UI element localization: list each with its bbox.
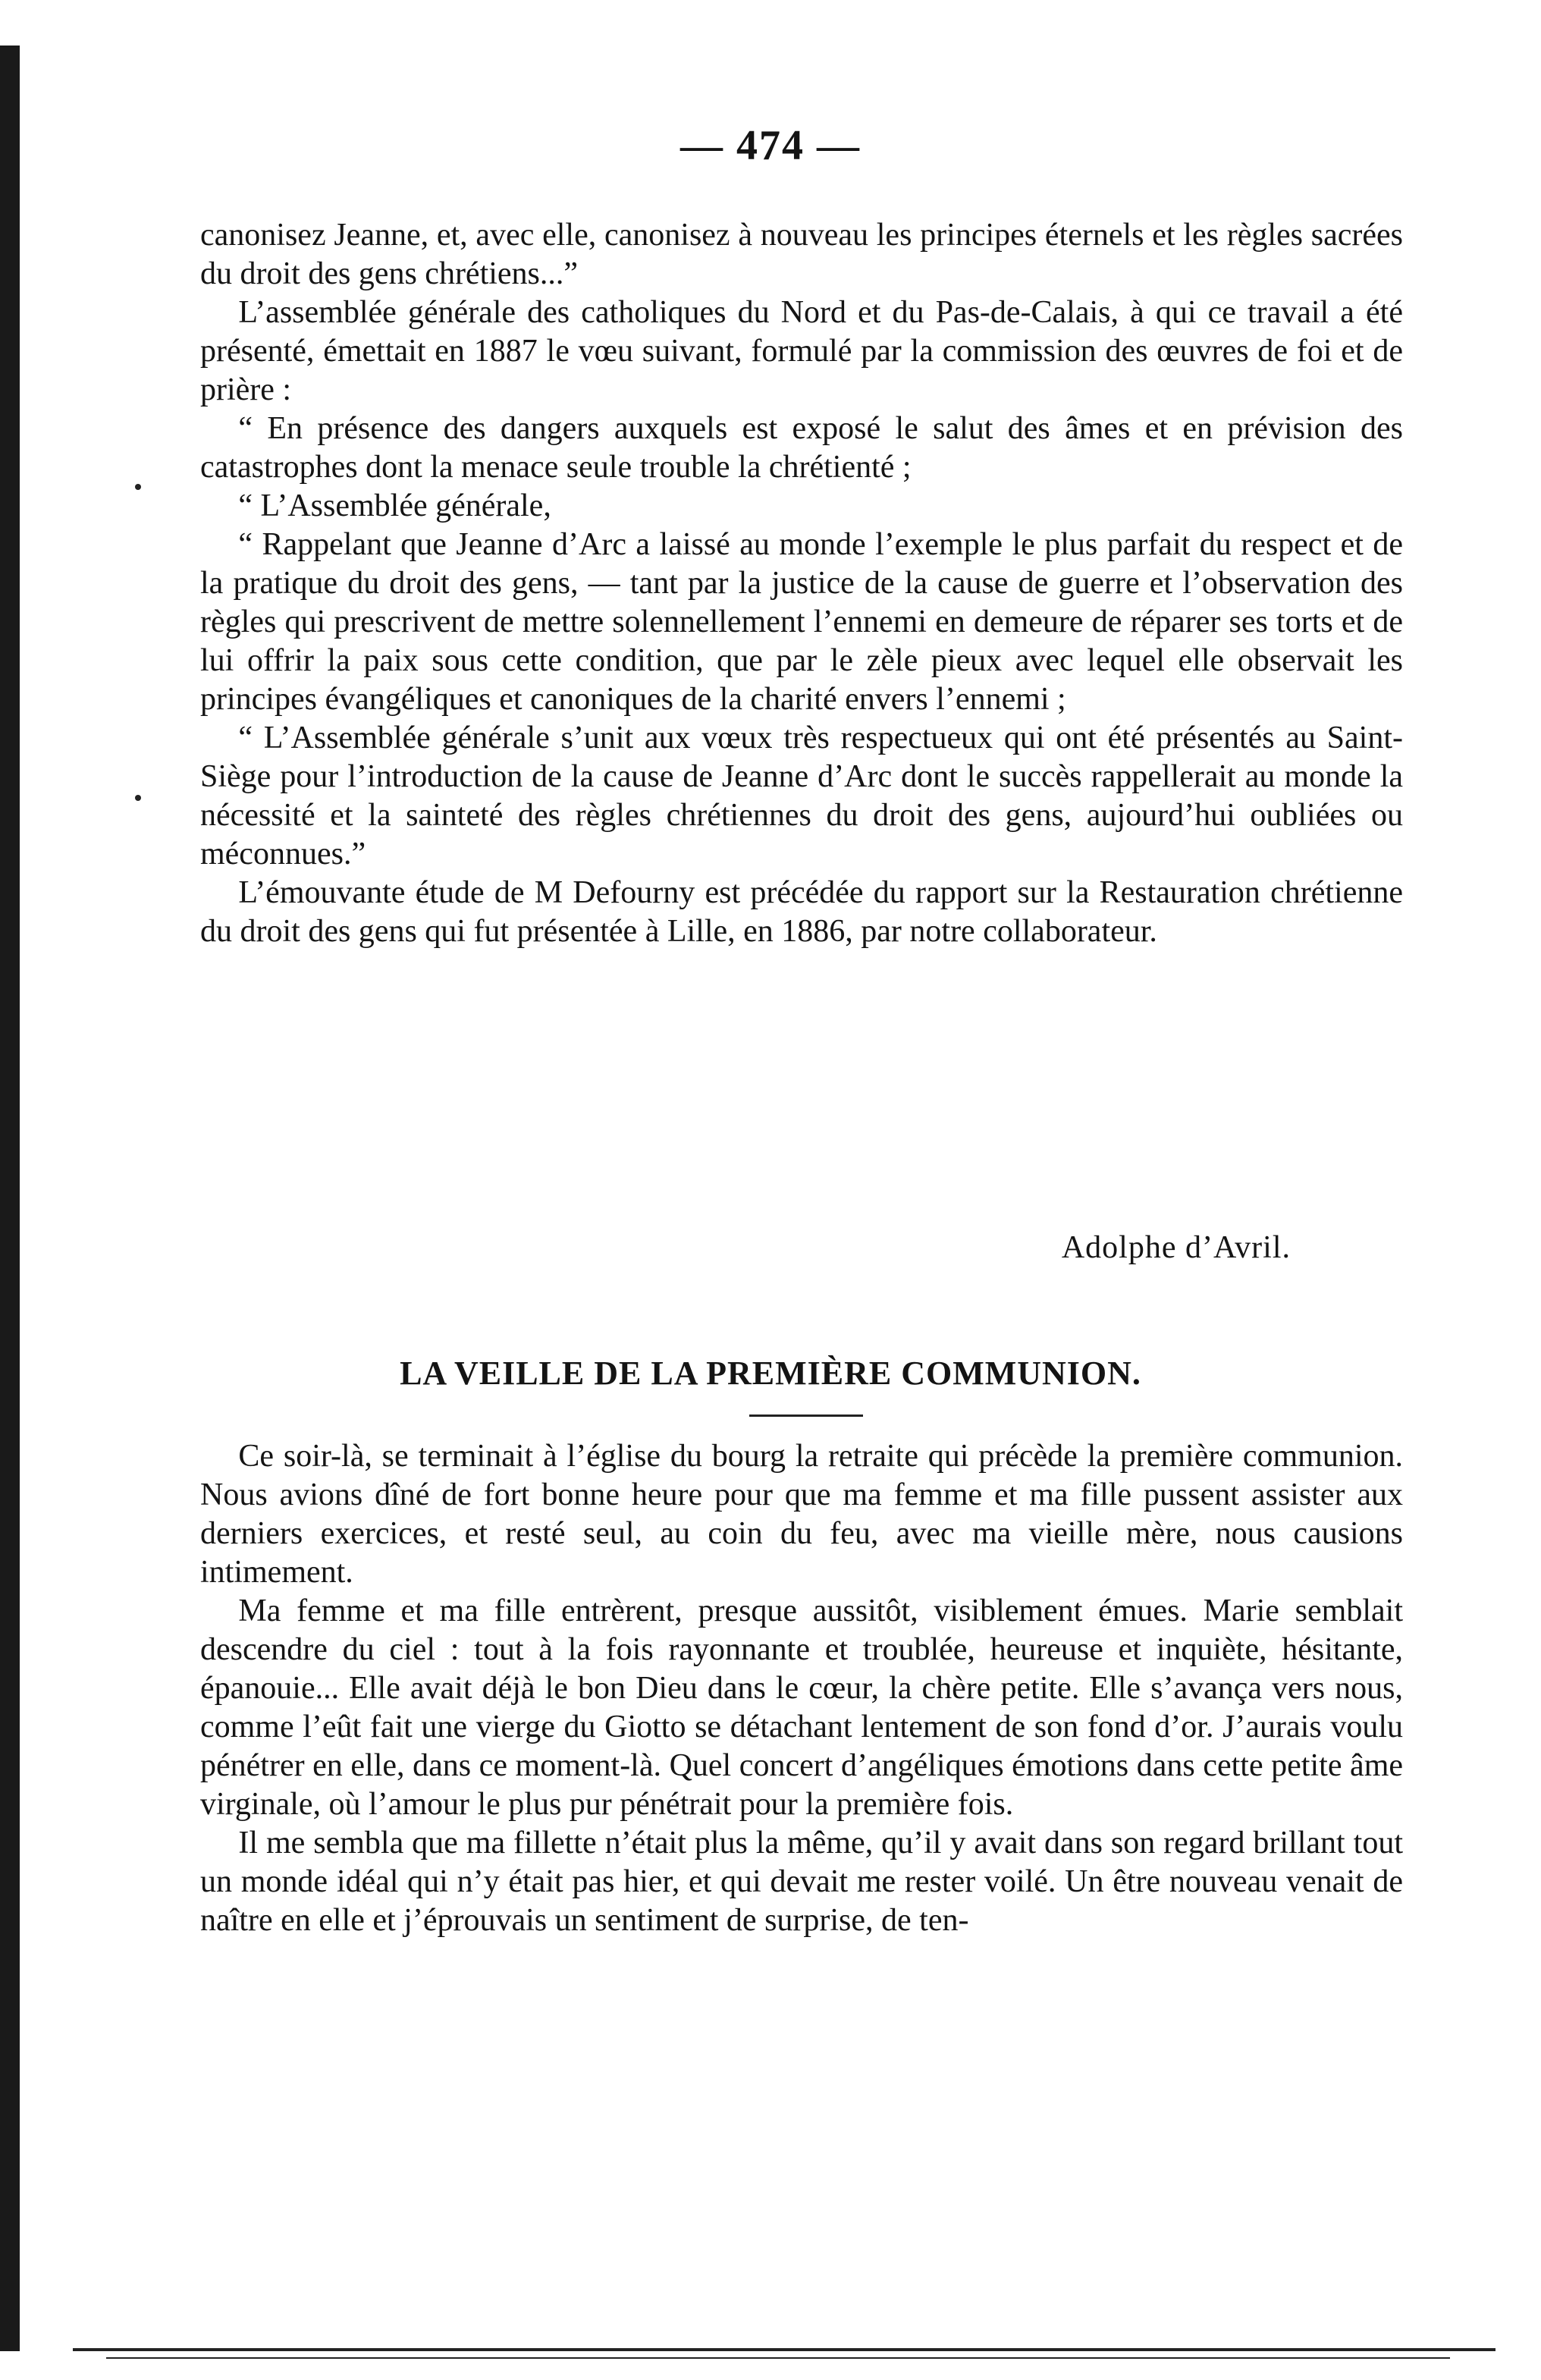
paragraph: “ L’Assemblée générale s’unit aux vœux très respectueux qui ont été présentés au Saint-Siège pour l’introduction de la cause de Jeanne d’Arc dont le succès rappellerait au monde la nécessité et la sainteté des règles chrétiennes du droit des gens, aujourd’hui oubliées ou méconnues.”: [200, 721, 1403, 871]
paragraph: Il me sembla que ma fillette n’était plus la même, qu’il y avait dans son regard brillant tout un monde idéal qui n’y était pas hier, et qui devait me rester voilé. Un être nouveau venait de naître en elle et j’éprouvais un sentiment de surprise, de ten-: [200, 1826, 1403, 1938]
text-block-a: [200, 216, 1403, 951]
bottom-rule: [73, 2348, 1495, 2351]
paragraph: “ Rappelant que Jeanne d’Arc a laissé au monde l’exemple le plus parfait du respect et de la pratique du droit des gens, — tant par la justice de la cause de guerre et l’observation des règles qui prescrivent de mettre solennellement l’ennemi en demeure de réparer ses torts et de lui offrir la paix sous cette condition, que par le zèle pieux avec lequel elle observait les principes évangéliques et canoniques de la charité envers l’ennemi ;: [200, 527, 1403, 717]
paragraph: canonisez Jeanne, et, avec elle, canonisez à nouveau les principes éternels et les règles sacrées du droit des gens chrétiens...”: [200, 218, 1403, 291]
section-title: LA VEILLE DE LA PREMIÈRE COMMUNION.: [400, 1355, 1141, 1392]
paragraph: Ce soir-là, se terminait à l’église du bourg la retraite qui précède la première communion. Nous avions dîné de fort bonne heure pour que ma femme et ma fille pussent assister aux derniers exercices, et resté seul, au coin du feu, avec ma vieille mère, nous causions intimement.: [200, 1439, 1403, 1590]
paragraph: “ En présence des dangers auxquels est exposé le salut des âmes et en prévision des catastrophes dont la menace seule trouble la chrétienté ;: [200, 411, 1403, 485]
paragraph: L’émouvante étude de M Defourny est précédée du rapport sur la Restauration chrétienne du droit des gens qui fut présentée à Lille, en 1886, par notre collaborateur.: [200, 875, 1403, 949]
text-block-b: [200, 1437, 1403, 1940]
paragraph: L’assemblée générale des catholiques du Nord et du Pas-de-Calais, à qui ce travail a été présenté, émettait en 1887 le vœu suivant, formulé par la commission des œuvres de foi et de prière :: [200, 295, 1403, 407]
paragraph: Ma femme et ma fille entrèrent, presque aussitôt, visiblement émues. Marie semblait descendre du ciel : tout à la fois rayonnante et troublée, heureuse et inquiète, hésitante, épanouie... Elle avait déjà le bon Dieu dans le cœur, la chère petite. Elle s’avança vers nous, comme l’eût fait une vierge du Giotto se détachant lentement de son fond d’or. J’aurais voulu pénétrer en elle, dans ce moment-là. Quel concert d’angéliques émotions dans cette petite âme virginale, où l’amour le plus pur pénétrait pour la première fois.: [200, 1593, 1403, 1822]
scan-left-edge: [0, 46, 20, 2351]
bottom-rule-thin: [106, 2357, 1450, 2359]
section-divider: [749, 1414, 863, 1417]
scan-speck: [135, 795, 141, 801]
page-number: — 474 —: [680, 122, 861, 169]
paragraph: “ L’Assemblée générale,: [238, 488, 551, 523]
author-signature: Adolphe d’Avril.: [1061, 1230, 1291, 1265]
scan-speck: [135, 484, 141, 490]
